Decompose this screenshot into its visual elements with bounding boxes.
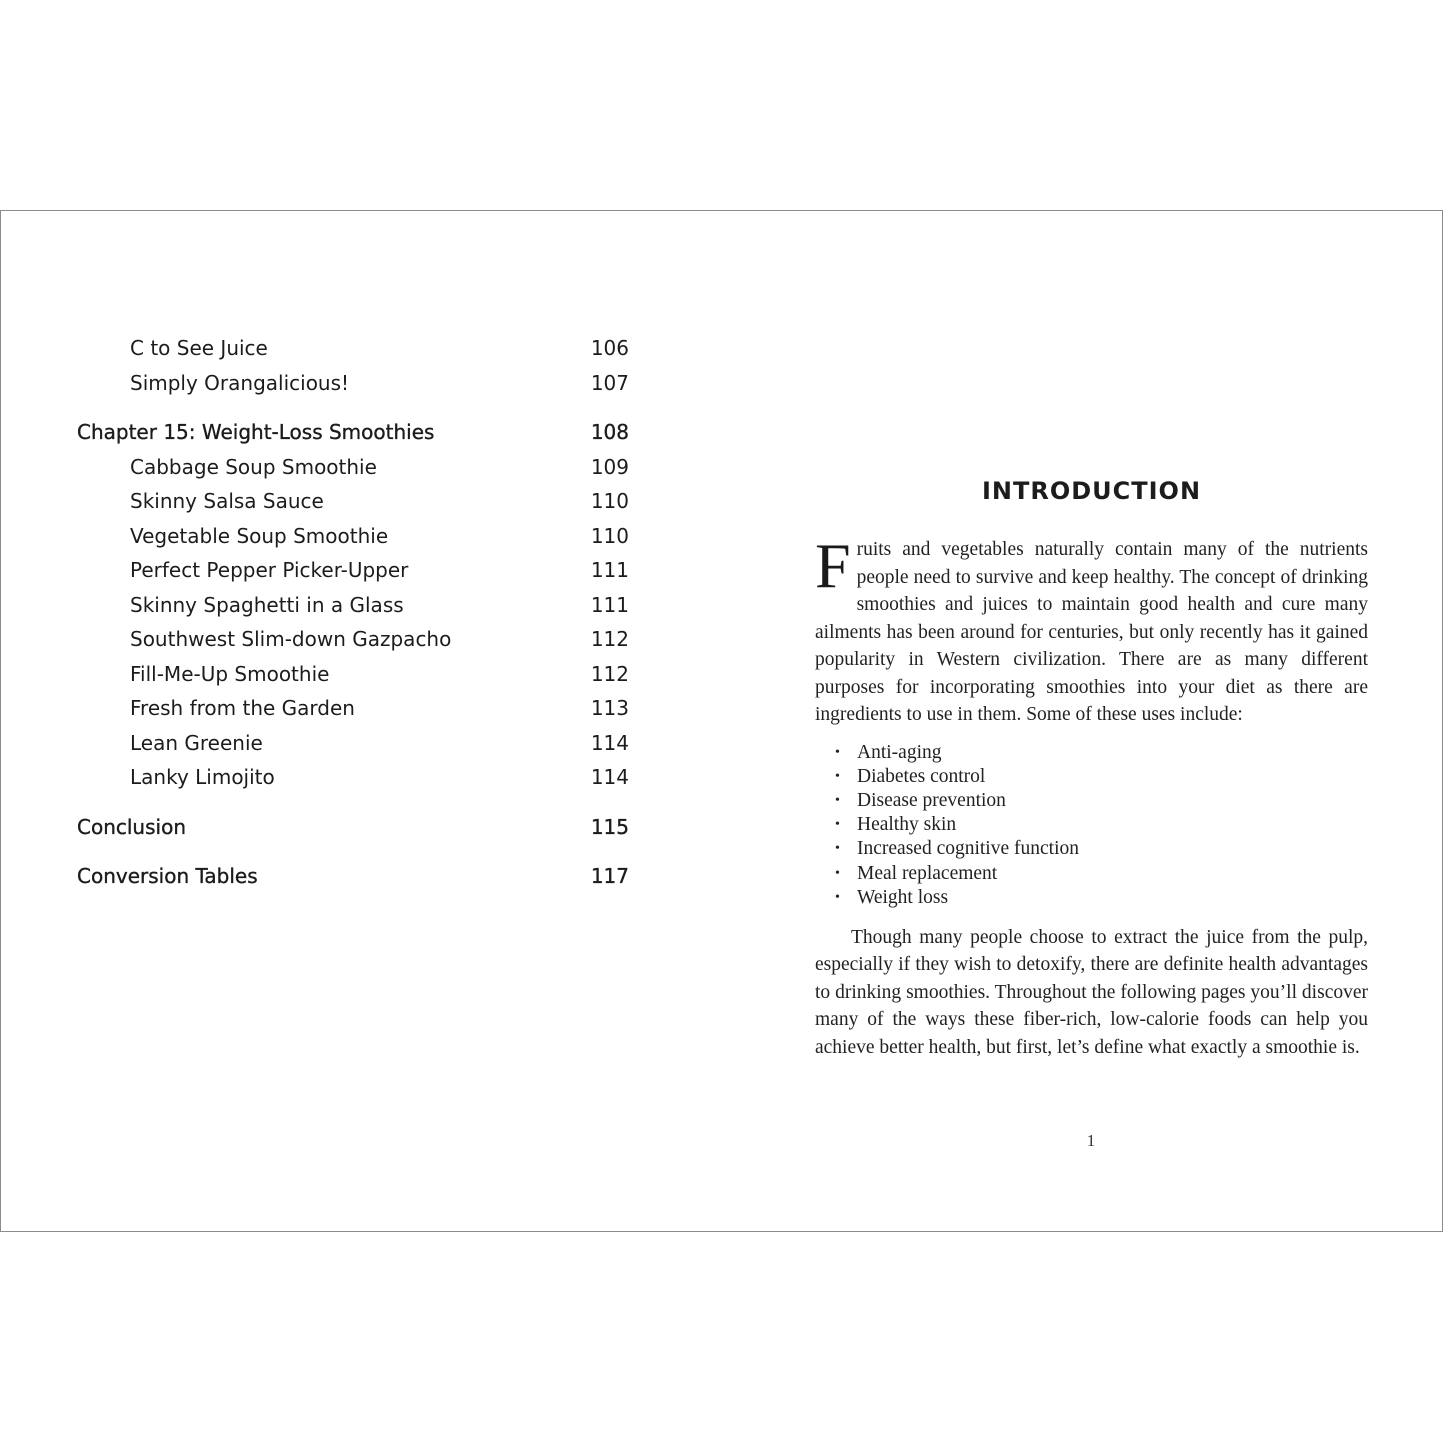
page-number: 1 [1086, 1131, 1096, 1150]
introduction-section [815, 471, 1368, 1061]
toc-entry-title: Vegetable Soup Smoothie [130, 523, 389, 548]
toc-entry-title: Fill-Me-Up Smoothie [130, 661, 330, 686]
toc-chapter-page: 108 [590, 420, 629, 444]
list-item-text: Healthy skin [857, 814, 957, 836]
toc-entry[interactable] [77, 691, 629, 726]
list-item [815, 741, 1368, 765]
toc-entry-page: 111 [590, 558, 629, 582]
drop-cap: F [815, 530, 851, 601]
toc-entry-page: 114 [590, 730, 629, 755]
toc-entry-title: Skinny Spaghetti in a Glass [130, 592, 404, 617]
uses-list [815, 741, 1368, 910]
list-item [815, 813, 1368, 837]
bullet-icon: • [835, 841, 840, 857]
toc-chapter-entry[interactable] [77, 810, 629, 845]
toc-entry-title: C to See Juice [130, 336, 268, 360]
list-item [815, 886, 1368, 910]
toc-entry-page: 106 [590, 336, 629, 360]
toc-entry-page: 111 [590, 592, 629, 617]
toc-entry[interactable] [77, 588, 629, 623]
toc-entry-title: Simply Orangalicious! [130, 370, 350, 395]
intro-paragraph-first [815, 530, 1368, 729]
toc-entry[interactable] [77, 622, 629, 657]
toc-entry-page: 112 [590, 627, 629, 651]
list-item [815, 862, 1368, 886]
toc-entry-title: Fresh from the Garden [130, 696, 355, 720]
bullet-icon: • [835, 744, 840, 760]
introduction-heading: INTRODUCTION [981, 477, 1202, 505]
list-item-text: Increased cognitive function [857, 838, 1079, 860]
table-of-contents [77, 331, 629, 894]
intro-paragraph-text: ruits and vegetables naturally contain many of the nutrients people need to survive and keep healthy. The concept of drinking smoothies and juices to maintain good health and cure many ailments has been around for centuries, but only recently has it gained popularity in Western civilization. There are as many different purposes for incorporating smoothies into your diet as there are ingredients to use in them. Some of these uses include: [815, 539, 1368, 725]
book-spread [0, 210, 1443, 1232]
bullet-icon: • [835, 792, 840, 808]
list-item [815, 837, 1368, 861]
toc-entry[interactable] [77, 484, 629, 519]
bullet-icon: • [835, 865, 840, 881]
list-item-text: Disease prevention [857, 789, 1006, 811]
toc-chapter-title: Conclusion [77, 814, 186, 839]
toc-entry-page: 113 [590, 696, 629, 720]
list-item-text: Weight loss [857, 886, 949, 908]
list-item [815, 789, 1368, 813]
bullet-icon: • [835, 889, 840, 905]
toc-entry-title: Perfect Pepper Picker-Upper [130, 558, 409, 582]
toc-entry-page: 109 [590, 454, 629, 479]
toc-entry-title: Lanky Limojito [130, 765, 275, 789]
list-item-text: Anti-aging [857, 741, 942, 763]
toc-entry-page: 110 [590, 489, 629, 513]
toc-entry[interactable] [77, 726, 629, 761]
toc-entry[interactable] [77, 760, 629, 795]
list-item [815, 765, 1368, 789]
toc-entry-page: 110 [590, 523, 629, 548]
toc-entry-page: 114 [590, 765, 629, 789]
bullet-icon: • [835, 817, 840, 833]
toc-entry[interactable] [77, 450, 629, 485]
toc-chapter-title: Chapter 15: Weight-Loss Smoothies [77, 420, 435, 444]
toc-entry[interactable] [77, 519, 629, 554]
toc-entry-title: Lean Greenie [130, 730, 263, 755]
toc-chapter-page: 115 [590, 814, 629, 839]
toc-chapter-entry[interactable] [77, 859, 629, 894]
list-item-text: Meal replacement [857, 862, 998, 884]
bullet-icon: • [835, 768, 840, 784]
toc-chapter-entry[interactable] [77, 415, 629, 450]
toc-chapter-title: Conversion Tables [77, 864, 258, 888]
toc-entry[interactable] [77, 553, 629, 588]
toc-entry-title: Cabbage Soup Smoothie [130, 454, 377, 479]
toc-entry-title: Skinny Salsa Sauce [130, 489, 324, 513]
list-item-text: Diabetes control [857, 765, 986, 787]
toc-entry-title: Southwest Slim-down Gazpacho [130, 627, 452, 651]
toc-entry-page: 112 [590, 661, 629, 686]
toc-entry-page: 107 [590, 370, 629, 395]
intro-paragraph-second: Though many people choose to extract the juice from the pulp, especially if they wish to detoxify, there are definite health advantages to drinking smoothies. Throughout the following pages you’ll discover many of the ways these fiber-rich, low-calorie foods can help you achieve better health, but first, let’s define what exactly a smoothie is. [815, 926, 1368, 1058]
toc-chapter-page: 117 [590, 864, 629, 888]
toc-entry[interactable] [77, 331, 629, 366]
toc-entry[interactable] [77, 366, 629, 401]
toc-entry[interactable] [77, 657, 629, 692]
